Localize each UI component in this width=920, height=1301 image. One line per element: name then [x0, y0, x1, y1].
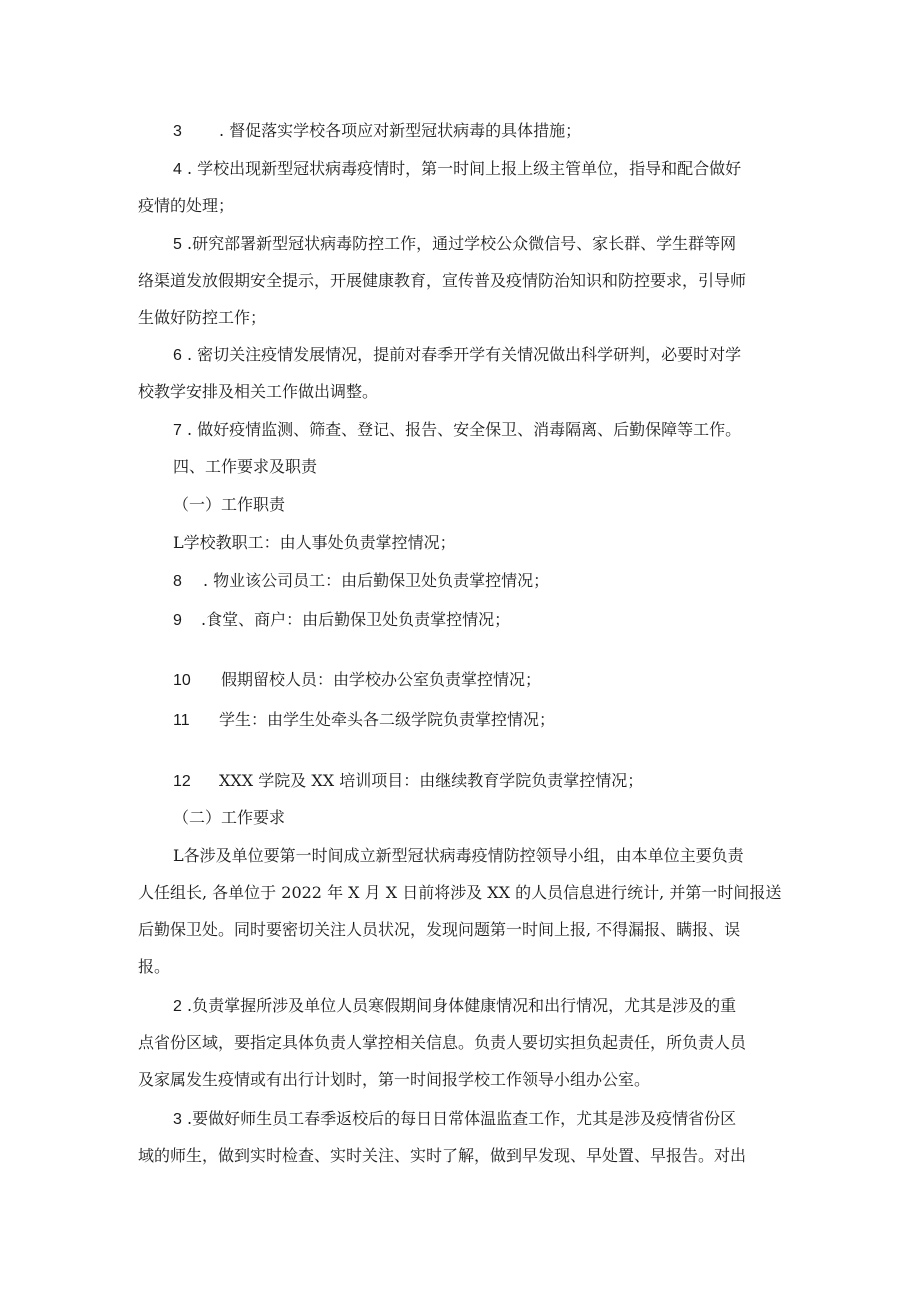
section-heading: 四、工作要求及职责: [173, 457, 318, 476]
item-text: .研究部署新型冠状病毒防控工作，通过学校公众微信号、家长群、学生群等网: [181, 234, 737, 253]
subsection-requirements: （二）工作要求: [173, 808, 286, 827]
item-number: 9: [173, 612, 182, 629]
item-number: 7: [173, 422, 182, 439]
duty-1: L学校教职工：由人事处负责掌控情况；: [173, 533, 456, 552]
item-5-line-3: 生做好防控工作；: [138, 308, 267, 327]
req-3-line-2: 域的师生，做到实时检查、实时关注、实时了解，做到早发现、早处置、早报告。对出: [138, 1146, 747, 1165]
duty-10: [173, 670, 541, 691]
item-6-line-1: [173, 345, 741, 366]
item-number: 5: [173, 236, 182, 253]
item-text: . 密切关注疫情发展情况，提前对春季开学有关情况做出科学研判，必要时对学: [181, 345, 742, 364]
req-3-line-1: [173, 1109, 736, 1130]
item-number: 3: [173, 123, 182, 140]
item-4-line-1: [173, 159, 741, 180]
item-text: 学生：由学生处牵头各二级学院负责掌控情况；: [219, 710, 556, 729]
req-1-line-2: 人任组长, 各单位于 2022 年 X 月 X 日前将涉及 XX 的人员信息进行统计, 并第一时间报送: [138, 883, 782, 902]
item-5-line-2: 络渠道发放假期安全提示，开展健康教育，宣传普及疫情防治知识和防控要求，引导师: [138, 271, 747, 290]
req-2-line-3: 及家属发生疫情或有出行计划时，第一时间报学校工作领导小组办公室。: [138, 1070, 651, 1089]
req-2-line-2: 点省份区域，要指定具体负责人掌控相关信息。负责人要切实担负起责任，所负责人员: [138, 1033, 747, 1052]
item-number: 3: [173, 1111, 182, 1128]
duty-12: [173, 771, 643, 792]
item-number: 10: [173, 672, 191, 689]
item-text: . 学校出现新型冠状病毒疫情时，第一时间上报上级主管单位，指导和配合做好: [181, 159, 742, 178]
item-number: 8: [173, 573, 182, 590]
item-7: [173, 420, 741, 441]
req-2-line-1: [173, 996, 736, 1017]
req-1-line-4: 报。: [138, 957, 171, 976]
item-4-line-2: 疫情的处理；: [138, 196, 235, 215]
item-3: [173, 121, 581, 142]
item-text: . 督促落实学校各项应对新型冠状病毒的具体措施；: [219, 121, 582, 140]
item-6-line-2: 校教学安排及相关工作做出调整。: [138, 382, 379, 401]
req-1-line-1: L各涉及单位要第一时间成立新型冠状病毒疫情防控领导小组，由本单位主要负责: [173, 846, 744, 865]
duty-9: [173, 610, 510, 631]
item-number: 12: [173, 773, 191, 790]
item-number: 4: [173, 161, 182, 178]
item-text: 假期留校人员：由学校办公室负责掌控情况；: [221, 670, 542, 689]
item-text: . 物业该公司员工：由后勤保卫处负责掌控情况；: [203, 571, 550, 590]
item-text: . 做好疫情监测、筛查、登记、报告、安全保卫、消毒隔离、后勤保障等工作。: [181, 420, 742, 439]
item-text: .负责掌握所涉及单位人员寒假期间身体健康情况和出行情况，尤其是涉及的重: [181, 996, 737, 1015]
item-text: .要做好师生员工春季返校后的每日日常体温监查工作，尤其是涉及疫情省份区: [181, 1109, 737, 1128]
item-number: 11: [173, 712, 190, 729]
item-text: .食堂、商户：由后勤保卫处负责掌控情况；: [201, 610, 511, 629]
duty-8: [173, 571, 549, 592]
subsection-duties: （一）工作职责: [173, 495, 286, 514]
item-5-line-1: [173, 234, 736, 255]
req-1-line-3: 后勤保卫处。同时要密切关注人员状况，发现问题第一时间上报, 不得漏报、瞒报、误: [138, 920, 741, 939]
item-text: XXX 学院及 XX 培训项目：由继续教育学院负责掌控情况；: [219, 771, 644, 790]
item-number: 2: [173, 998, 182, 1015]
item-number: 6: [173, 347, 182, 364]
duty-11: [173, 710, 555, 731]
